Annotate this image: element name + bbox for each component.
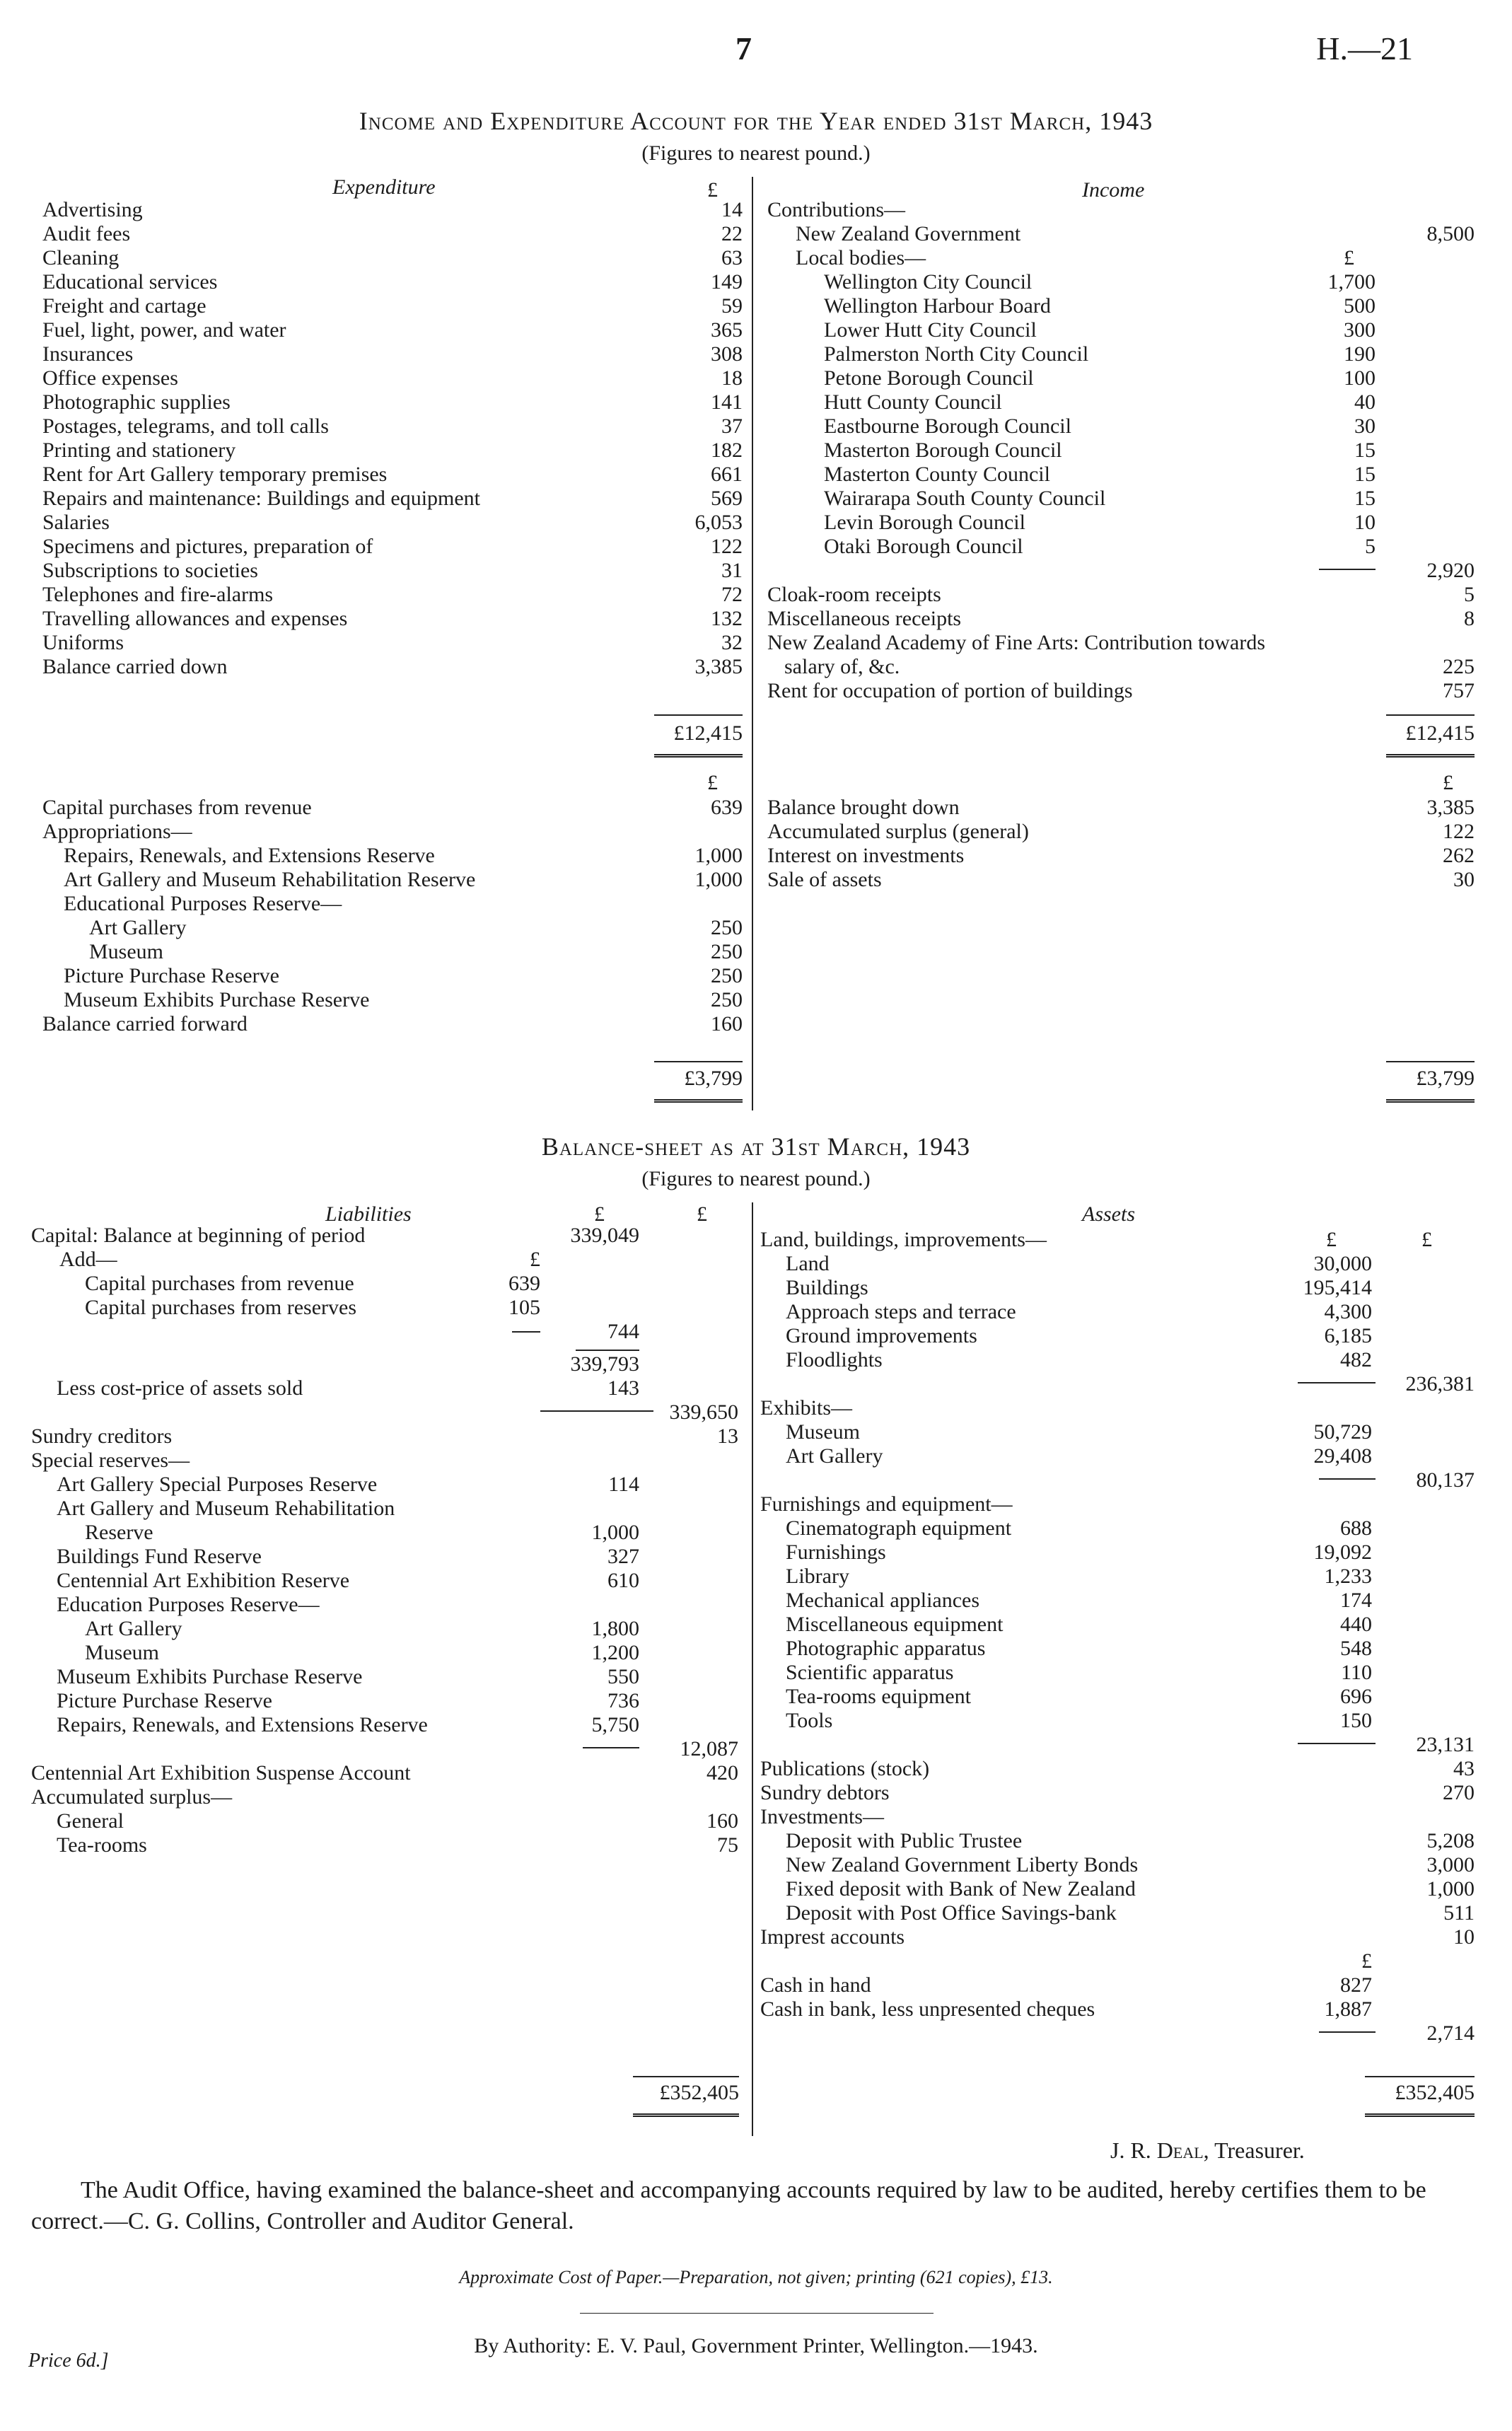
furnishing-item-value: 19,092 xyxy=(1313,1541,1372,1564)
reserve-item-label: Museum Exhibits Purchase Reserve xyxy=(57,1665,363,1688)
income-academy-label: New Zealand Academy of Fine Arts: Contribution towards xyxy=(767,631,1266,654)
expenditure-item-value: 3,385 xyxy=(694,655,743,678)
land-item-value: 195,414 xyxy=(1303,1276,1372,1299)
expenditure-item-label: Fuel, light, power, and water xyxy=(42,318,286,342)
reserve-item-value: 5,750 xyxy=(591,1713,639,1736)
furnishing-item-label: Miscellaneous equipment xyxy=(786,1613,1004,1636)
furnishing-item-label: Scientific apparatus xyxy=(786,1661,954,1684)
centennial-suspense-value: 420 xyxy=(706,1761,738,1785)
land-item-label: Ground improvements xyxy=(786,1324,977,1347)
reserve-item-label: Art Gallery xyxy=(85,1617,182,1640)
income-local-body-value: 30 xyxy=(1354,414,1376,438)
furnishing-item-label: Furnishings xyxy=(786,1541,886,1564)
expenditure-item-label: Office expenses xyxy=(42,366,178,390)
treasurer-signature xyxy=(1110,2137,1305,2164)
expenditure-item-value: 365 xyxy=(711,318,743,342)
furnishings-heading-label: Furnishings and equipment— xyxy=(760,1492,1013,1516)
furnishing-item-value: 440 xyxy=(1340,1613,1372,1636)
reserves-total-value: 12,087 xyxy=(680,1737,738,1760)
expenditure-item-value: 141 xyxy=(711,390,743,414)
surplus-item-value: 160 xyxy=(706,1809,738,1833)
furnishing-item-label: Library xyxy=(786,1565,849,1588)
expenditure-item-value: 182 xyxy=(711,439,743,462)
land-item-label: Floodlights xyxy=(786,1348,883,1371)
income-total: £12,415 xyxy=(1405,721,1475,745)
reserve-item-label: Buildings Fund Reserve xyxy=(57,1545,262,1568)
income-list xyxy=(767,198,1475,707)
income-local-bodies-value: £ xyxy=(1344,246,1354,269)
appropriation-item-label: Appropriations— xyxy=(42,820,192,843)
special-reserves-label: Special reserves— xyxy=(31,1449,190,1472)
investment-item-label: Deposit with Public Trustee xyxy=(786,1829,1023,1852)
furnishing-item-label: Tea-rooms equipment xyxy=(786,1685,971,1708)
exhibit-item-value: 29,408 xyxy=(1313,1444,1372,1468)
publications-label: Publications (stock) xyxy=(760,1757,930,1780)
liabilities-total: £352,405 xyxy=(659,2081,739,2104)
income-local-body-label: Lower Hutt City Council xyxy=(824,318,1037,342)
income-local-body-value: 15 xyxy=(1354,463,1376,486)
capital-add-item-label: Capital purchases from reserves xyxy=(85,1296,357,1319)
liabilities-currency-2: £ xyxy=(697,1202,707,1226)
expenditure-item-label: Advertising xyxy=(42,198,143,221)
capital-add-label: Add— xyxy=(59,1248,117,1271)
reserve-item-value: 1,800 xyxy=(591,1617,639,1640)
income-local-body-label: Eastbourne Borough Council xyxy=(824,414,1071,438)
reserve-item-value: 550 xyxy=(607,1665,639,1688)
appropriation-item-value: 250 xyxy=(711,964,743,987)
investment-item-label: Fixed deposit with Bank of New Zealand xyxy=(786,1877,1136,1901)
expenditure-item-label: Repairs and maintenance: Buildings and equipment xyxy=(42,487,481,510)
furnishing-item-value: 688 xyxy=(1340,1516,1372,1540)
surplus-item-label: General xyxy=(57,1809,124,1833)
furnishing-item-label: Photographic apparatus xyxy=(786,1637,986,1660)
publications-value: 43 xyxy=(1453,1757,1475,1780)
surplus-item-label: Tea-rooms xyxy=(57,1833,147,1857)
expenditure-item-value: 59 xyxy=(721,294,743,318)
income-expenditure-title: Income and Expenditure Account for the Year ended 31st March, 1943 xyxy=(359,107,1153,135)
sundry-debtors-label: Sundry debtors xyxy=(760,1781,890,1804)
liabilities-total-dbl xyxy=(633,2113,739,2117)
capital-less-value: 143 xyxy=(607,1376,639,1400)
expenditure-list xyxy=(42,198,743,679)
assets-total-rule xyxy=(1365,2076,1475,2077)
reserve-item-label: Reserve xyxy=(85,1521,153,1544)
appropriation-currency-left: £ xyxy=(707,771,718,794)
income-local-body-label: Wellington City Council xyxy=(824,270,1033,294)
appropriation-item-label: Art Gallery and Museum Rehabilitation Reserve xyxy=(64,868,476,891)
expenditure-item-value: 37 xyxy=(721,414,743,438)
capital-add-total-value: 744 xyxy=(607,1320,639,1343)
expenditure-item-value: 661 xyxy=(711,463,743,486)
capital-balance-label: Capital: Balance at beginning of period xyxy=(31,1224,366,1247)
reserve-item-label: Repairs, Renewals, and Extensions Reserve xyxy=(57,1713,428,1736)
appropriation-right-dbl xyxy=(1386,1099,1475,1103)
investment-item-label: New Zealand Government Liberty Bonds xyxy=(786,1853,1139,1876)
expenditure-item-label: Photographic supplies xyxy=(42,390,231,414)
liabilities-list xyxy=(31,1224,738,1874)
cash-item-label: Cash in hand xyxy=(760,1973,871,1997)
appropriation-left-total: £3,799 xyxy=(684,1067,743,1090)
surplus-item-value: 75 xyxy=(717,1833,738,1857)
expenditure-item-label: Specimens and pictures, preparation of xyxy=(42,535,373,558)
land-item-value: 30,000 xyxy=(1313,1252,1372,1275)
balance-sheet-title: Balance-sheet as at 31st March, 1943 xyxy=(541,1132,971,1161)
expenditure-item-value: 149 xyxy=(711,270,743,294)
expenditure-item-value: 18 xyxy=(721,366,743,390)
income-local-body-value: 100 xyxy=(1344,366,1376,390)
reserve-item-value: 1,000 xyxy=(591,1521,639,1544)
center-divider-2 xyxy=(752,1202,753,2136)
accumulated-surplus-label: Accumulated surplus— xyxy=(31,1785,233,1809)
income-other-label: Miscellaneous receipts xyxy=(767,607,962,630)
income-nz-government-value: 8,500 xyxy=(1426,222,1475,245)
expenditure-item-label: Audit fees xyxy=(42,222,131,245)
exhibit-item-label: Art Gallery xyxy=(786,1444,883,1468)
income-local-body-label: Masterton County Council xyxy=(824,463,1050,486)
expenditure-item-label: Uniforms xyxy=(42,631,124,654)
capital-add-item-value: 639 xyxy=(508,1272,540,1295)
appropriation-right-list xyxy=(767,796,1475,895)
appropriation-income-item-value: 262 xyxy=(1443,844,1475,867)
expenditure-item-value: 122 xyxy=(711,535,743,558)
reserve-item-label: Picture Purchase Reserve xyxy=(57,1689,272,1712)
income-other-label: Cloak-room receipts xyxy=(767,583,941,606)
expenditure-item-value: 14 xyxy=(721,198,743,221)
exhibit-item-value: 50,729 xyxy=(1313,1420,1372,1444)
exhibit-item-label: Museum xyxy=(786,1420,860,1444)
appropriation-income-item-label: Sale of assets xyxy=(767,868,882,891)
furnishings-rule xyxy=(1298,1743,1376,1744)
furnishing-item-value: 548 xyxy=(1340,1637,1372,1660)
income-total-rule xyxy=(1386,714,1475,716)
expenditure-item-label: Printing and stationery xyxy=(42,439,236,462)
exhibits-heading-label: Exhibits— xyxy=(760,1396,853,1420)
income-local-bodies-label: Local bodies— xyxy=(796,246,926,269)
income-expenditure-subtitle: (Figures to nearest pound.) xyxy=(641,141,871,165)
authority: By Authority: E. V. Paul, Government Printer, Wellington.—1943. xyxy=(474,2334,1038,2357)
reserve-item-value: 610 xyxy=(607,1569,639,1592)
cash-item-label: Cash in bank, less unpresented cheques xyxy=(760,1997,1095,2021)
expenditure-item-value: 22 xyxy=(721,222,743,245)
expenditure-item-label: Educational services xyxy=(42,270,218,294)
income-nz-government-label: New Zealand Government xyxy=(796,222,1021,245)
expenditure-total-rule xyxy=(654,714,743,716)
expenditure-item-label: Cleaning xyxy=(42,246,120,269)
expenditure-item-value: 569 xyxy=(711,487,743,510)
income-total-dbl xyxy=(1386,754,1475,758)
reserve-item-label: Education Purposes Reserve— xyxy=(57,1593,320,1616)
income-academy-salary-label: salary of, &c. xyxy=(784,655,900,678)
expenditure-item-label: Salaries xyxy=(42,511,110,534)
center-divider-1 xyxy=(752,177,753,1110)
cash-total-value: 2,714 xyxy=(1426,2021,1475,2045)
expenditure-item-value: 6,053 xyxy=(694,511,743,534)
expenditure-item-value: 72 xyxy=(721,583,743,606)
assets-currency-2: £ xyxy=(1421,1228,1432,1251)
expenditure-item-value: 32 xyxy=(721,631,743,654)
expenditure-heading: Expenditure xyxy=(332,175,436,199)
appropriation-left-rule xyxy=(654,1061,743,1062)
expenditure-item-label: Subscriptions to societies xyxy=(42,559,258,582)
sundry-debtors-value: 270 xyxy=(1443,1781,1475,1804)
capital-total-value: 339,650 xyxy=(669,1400,738,1424)
land-total-value: 236,381 xyxy=(1405,1372,1475,1396)
income-local-body-label: Palmerston North City Council xyxy=(824,342,1089,366)
income-local-body-label: Petone Borough Council xyxy=(824,366,1034,390)
liabilities-currency-1: £ xyxy=(594,1202,605,1226)
cash-currency-value: £ xyxy=(1361,1949,1372,1973)
income-other-value: 5 xyxy=(1464,583,1475,606)
treasurer-name: J. R. Deal, xyxy=(1110,2137,1209,2163)
assets-list xyxy=(760,1228,1475,2045)
appropriation-currency-right: £ xyxy=(1443,771,1453,794)
appropriation-right-rule xyxy=(1386,1061,1475,1062)
reserves-rule xyxy=(583,1747,639,1748)
paper-code: H.—21 xyxy=(1316,30,1413,66)
reserve-item-label: Centennial Art Exhibition Reserve xyxy=(57,1569,350,1592)
expenditure-currency: £ xyxy=(707,178,718,202)
income-local-rule xyxy=(1319,569,1376,570)
exhibits-rule xyxy=(1319,1478,1376,1480)
land-item-value: 482 xyxy=(1340,1348,1372,1371)
exhibits-total-value: 80,137 xyxy=(1416,1468,1475,1492)
furnishings-total-value: 23,131 xyxy=(1416,1733,1475,1756)
imprest-accounts-value: 10 xyxy=(1453,1925,1475,1949)
assets-total-dbl xyxy=(1365,2113,1475,2117)
income-rent-value: 757 xyxy=(1443,679,1475,702)
sundry-creditors-label: Sundry creditors xyxy=(31,1425,173,1448)
investment-item-value: 1,000 xyxy=(1426,1877,1475,1901)
land-item-value: 4,300 xyxy=(1324,1300,1372,1323)
income-local-body-value: 500 xyxy=(1344,294,1376,318)
assets-heading: Assets xyxy=(1082,1202,1135,1226)
assets-total: £352,405 xyxy=(1395,2081,1475,2104)
reserve-item-value: 327 xyxy=(607,1545,639,1568)
cost-note: Approximate Cost of Paper.—Preparation, not given; printing (621 copies), £13. xyxy=(459,2267,1053,2287)
reserve-item-label: Art Gallery Special Purposes Reserve xyxy=(57,1473,378,1496)
appropriation-item-label: Capital purchases from revenue xyxy=(42,796,312,819)
income-contributions-label: Contributions— xyxy=(767,198,906,221)
cash-item-value: 827 xyxy=(1340,1973,1372,1997)
investment-item-value: 5,208 xyxy=(1426,1829,1475,1852)
appropriation-income-item-label: Accumulated surplus (general) xyxy=(767,820,1029,843)
capital-balance-value: 339,049 xyxy=(570,1224,639,1247)
income-local-body-value: 190 xyxy=(1344,342,1376,366)
income-local-body-label: Hutt County Council xyxy=(824,390,1002,414)
appropriation-item-value: 250 xyxy=(711,988,743,1011)
expenditure-item-value: 132 xyxy=(711,607,743,630)
expenditure-total: £12,415 xyxy=(673,721,743,745)
land-item-label: Buildings xyxy=(786,1276,868,1299)
investment-item-label: Deposit with Post Office Savings-bank xyxy=(786,1901,1117,1925)
appropriation-item-value: 1,000 xyxy=(694,868,743,891)
cash-rule xyxy=(1319,2031,1376,2033)
furnishing-item-label: Cinematograph equipment xyxy=(786,1516,1012,1540)
expenditure-item-label: Travelling allowances and expenses xyxy=(42,607,348,630)
appropriation-item-value: 250 xyxy=(711,916,743,939)
income-local-body-label: Wellington Harbour Board xyxy=(824,294,1051,318)
investment-item-value: 3,000 xyxy=(1426,1853,1475,1876)
income-local-body-value: 5 xyxy=(1365,535,1376,558)
reserve-item-label: Museum xyxy=(85,1641,159,1664)
income-local-body-label: Wairarapa South County Council xyxy=(824,487,1106,510)
reserve-item-value: 736 xyxy=(607,1689,639,1712)
appropriation-income-item-label: Balance brought down xyxy=(767,796,960,819)
footer-rule xyxy=(580,2313,934,2314)
appropriation-left-list xyxy=(42,796,743,1036)
appropriation-item-label: Art Gallery xyxy=(89,916,187,939)
income-academy-salary-value: 225 xyxy=(1443,655,1475,678)
expenditure-item-label: Insurances xyxy=(42,342,134,366)
reserve-item-value: 114 xyxy=(608,1473,639,1496)
land-heading-label: Land, buildings, improvements— xyxy=(760,1228,1047,1251)
imprest-accounts-label: Imprest accounts xyxy=(760,1925,905,1949)
income-local-body-label: Otaki Borough Council xyxy=(824,535,1023,558)
assets-currency-1: £ xyxy=(1326,1228,1337,1251)
income-rent-label: Rent for occupation of portion of buildings xyxy=(767,679,1133,702)
appropriation-income-item-value: 122 xyxy=(1443,820,1475,843)
appropriation-income-item-label: Interest on investments xyxy=(767,844,965,867)
appropriation-item-value: 160 xyxy=(711,1012,743,1035)
capital-add-value: £ xyxy=(530,1248,540,1271)
price: Price 6d.] xyxy=(28,2350,109,2372)
subtotal-rule xyxy=(576,1350,639,1351)
income-local-body-value: 15 xyxy=(1354,439,1376,462)
expenditure-total-dbl xyxy=(654,754,743,758)
appropriation-item-value: 250 xyxy=(711,940,743,963)
income-local-body-value: 40 xyxy=(1354,390,1376,414)
appropriation-item-label: Museum xyxy=(89,940,163,963)
income-local-body-value: 300 xyxy=(1344,318,1376,342)
land-item-label: Approach steps and terrace xyxy=(786,1300,1016,1323)
expenditure-item-value: 63 xyxy=(721,246,743,269)
sundry-creditors-value: 13 xyxy=(717,1425,738,1448)
capital-subtotal-value: 339,793 xyxy=(570,1352,639,1376)
appropriation-item-label: Repairs, Renewals, and Extensions Reserve xyxy=(64,844,435,867)
furnishing-item-value: 696 xyxy=(1340,1685,1372,1708)
income-local-body-label: Levin Borough Council xyxy=(824,511,1025,534)
reserve-item-label: Art Gallery and Museum Rehabilitation xyxy=(57,1497,395,1520)
income-local-total-value: 2,920 xyxy=(1426,559,1475,582)
furnishing-item-value: 1,233 xyxy=(1324,1565,1372,1588)
income-local-body-value: 10 xyxy=(1354,511,1376,534)
capital-add-item-value: 105 xyxy=(508,1296,540,1319)
capital-less-label: Less cost-price of assets sold xyxy=(57,1376,303,1400)
appropriation-item-label: Picture Purchase Reserve xyxy=(64,964,279,987)
furnishing-item-value: 110 xyxy=(1341,1661,1372,1684)
cash-item-value: 1,887 xyxy=(1324,1997,1372,2021)
investment-item-value: 511 xyxy=(1443,1901,1475,1925)
appropriation-income-item-value: 30 xyxy=(1453,868,1475,891)
page-number: 7 xyxy=(735,30,752,66)
appropriation-left-dbl xyxy=(654,1099,743,1103)
balance-sheet-subtitle: (Figures to nearest pound.) xyxy=(641,1167,871,1190)
appropriation-item-label: Educational Purposes Reserve— xyxy=(64,892,342,915)
liabilities-total-rule xyxy=(633,2076,739,2077)
furnishing-item-label: Tools xyxy=(786,1709,833,1732)
reserve-item-value: 1,200 xyxy=(591,1641,639,1664)
land-item-label: Land xyxy=(786,1252,830,1275)
land-rule xyxy=(1298,1382,1376,1383)
furnishing-item-value: 150 xyxy=(1340,1709,1372,1732)
expenditure-item-label: Rent for Art Gallery temporary premises xyxy=(42,463,388,486)
appropriation-item-value: 1,000 xyxy=(694,844,743,867)
audit-certificate: The Audit Office, having examined the balance-sheet and accompanying accounts required by law to be audited, hereby certifies them to be correct.—C. G. Collins, Controller and Auditor General. xyxy=(31,2177,1426,2234)
expenditure-item-value: 308 xyxy=(711,342,743,366)
income-local-body-value: 15 xyxy=(1354,487,1376,510)
capital-add-item-label: Capital purchases from revenue xyxy=(85,1272,354,1295)
expenditure-item-label: Balance carried down xyxy=(42,655,228,678)
appropriation-right-total: £3,799 xyxy=(1416,1067,1475,1090)
investments-heading-label: Investments— xyxy=(760,1805,884,1828)
appropriation-income-item-value: 3,385 xyxy=(1426,796,1475,819)
appropriation-item-value: 639 xyxy=(711,796,743,819)
furnishing-item-label: Mechanical appliances xyxy=(786,1589,980,1612)
land-item-value: 6,185 xyxy=(1324,1324,1372,1347)
income-heading: Income xyxy=(1082,178,1145,202)
appropriation-item-label: Balance carried forward xyxy=(42,1012,248,1035)
treasurer-role: Treasurer. xyxy=(1214,2137,1305,2163)
centennial-suspense-label: Centennial Art Exhibition Suspense Account xyxy=(31,1761,411,1785)
expenditure-item-label: Freight and cartage xyxy=(42,294,207,318)
expenditure-item-value: 31 xyxy=(721,559,743,582)
furnishing-item-value: 174 xyxy=(1340,1589,1372,1612)
liabilities-heading: Liabilities xyxy=(325,1202,412,1226)
income-local-body-label: Masterton Borough Council xyxy=(824,439,1062,462)
appropriation-item-label: Museum Exhibits Purchase Reserve xyxy=(64,988,370,1011)
income-local-body-value: 1,700 xyxy=(1327,270,1376,294)
expenditure-item-label: Postages, telegrams, and toll calls xyxy=(42,414,329,438)
expenditure-item-label: Telephones and fire-alarms xyxy=(42,583,274,606)
income-other-value: 8 xyxy=(1464,607,1475,630)
